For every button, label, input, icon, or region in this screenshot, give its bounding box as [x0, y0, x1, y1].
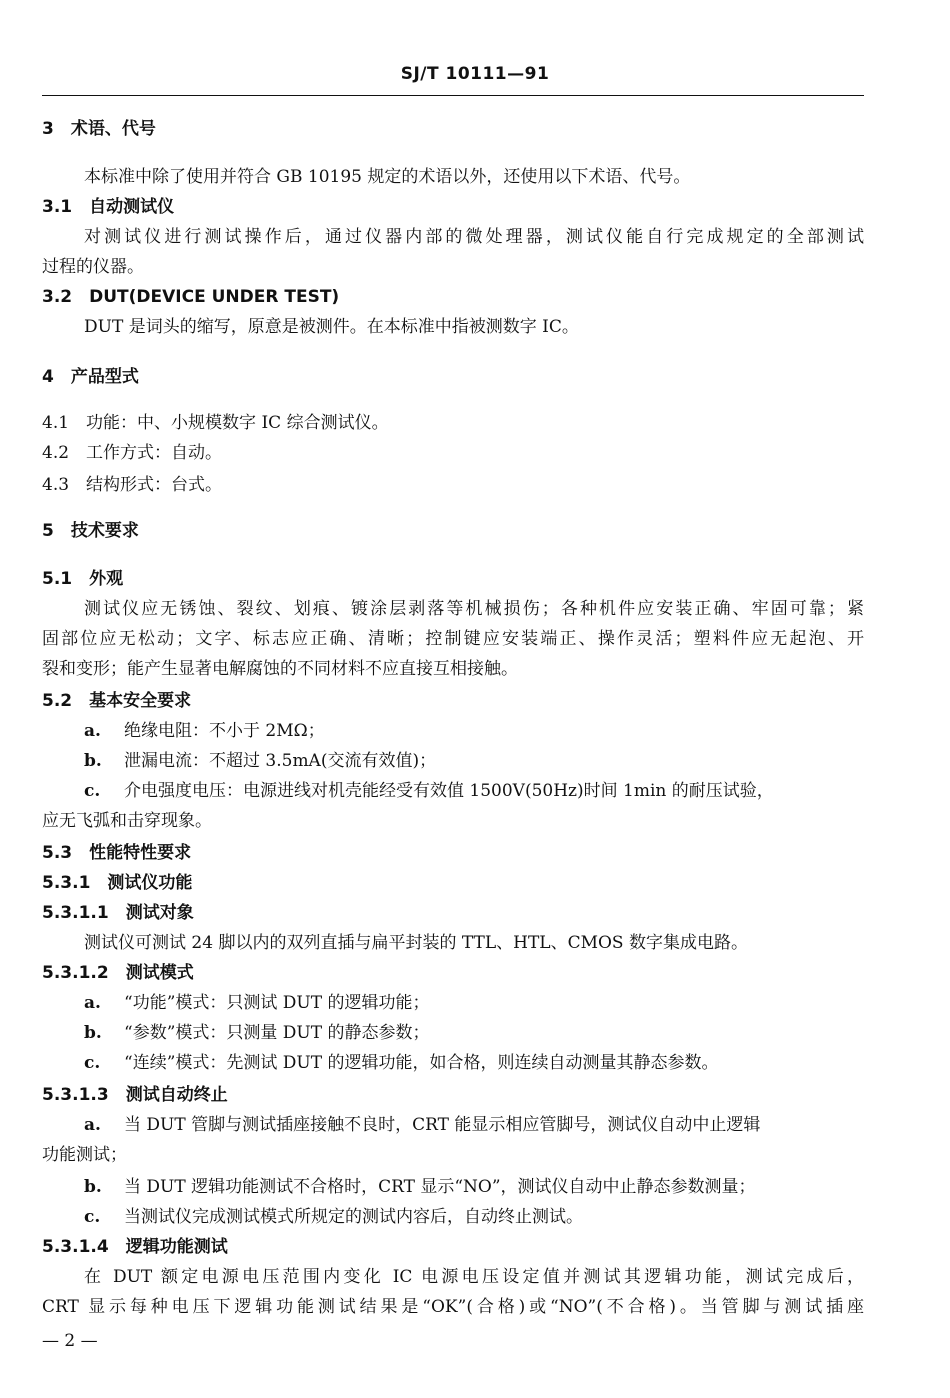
section-5-1-title: 5.1 外观: [42, 569, 124, 589]
page-number: — 2 —: [42, 1331, 98, 1351]
item-text: 绝缘电阻：不小于 2MΩ；: [124, 721, 325, 741]
section-5-title: 5 技术要求: [42, 521, 139, 541]
header-rule: [42, 95, 864, 96]
item-text: “功能”模式：只测试 DUT 的逻辑功能；: [124, 993, 430, 1013]
section-5-2-item-c: [84, 780, 864, 802]
section-5-3-1-4-title: 5.3.1.4 逻辑功能测试: [42, 1237, 228, 1257]
item-letter: c.: [84, 781, 101, 801]
item-letter: a.: [84, 1115, 101, 1135]
item-letter: b.: [84, 1177, 102, 1197]
section-5-2-item-b: [84, 750, 436, 772]
item-letter: a.: [84, 993, 101, 1013]
section-3-1-body-line-2: 过程的仪器。: [42, 257, 144, 277]
section-3-2-body: DUT 是词头的缩写，原意是被测件。在本标准中指被测数字 IC。: [84, 317, 579, 337]
item-letter: c.: [84, 1053, 101, 1073]
item-text: 当 DUT 逻辑功能测试不合格时，CRT 显示“NO”，测试仪自动中止静态参数测量；: [124, 1177, 756, 1197]
section-5-3-1-4-body-line-2: CRT 显示每种电压下逻辑功能测试结果是“OK”(合格)或“NO”(不合格)。当管脚与测试插座: [42, 1297, 864, 1317]
item-letter: b.: [84, 1023, 102, 1043]
item-text: 泄漏电流：不超过 3.5mA(交流有效值)；: [124, 751, 437, 771]
section-3-title: 3 术语、代号: [42, 119, 156, 139]
section-3-2-title: 3.2 DUT(DEVICE UNDER TEST): [42, 287, 340, 307]
section-3-1-title: 3.1 自动测试仪: [42, 197, 175, 217]
section-5-3-1-2-title: 5.3.1.2 测试模式: [42, 963, 194, 983]
section-5-3-1-4-body-line-1: 在 DUT 额定电源电压范围内变化 IC 电源电压设定值并测试其逻辑功能，测试完成后，: [84, 1267, 864, 1287]
section-4-3: 4.3 结构形式：台式。: [42, 475, 223, 495]
section-3-1-body-line-1: 对测试仪进行测试操作后，通过仪器内部的微处理器，测试仪能自行完成规定的全部测试: [84, 227, 864, 247]
item-text: 介电强度电压：电源进线对机壳能经受有效值 1500V(50Hz)时间 1min 的耐压试验，: [124, 781, 774, 801]
section-5-1-body-line-2: 固部位应无松动；文字、标志应正确、清晰；控制键应安装端正、操作灵活；塑料件应无起泡、开: [42, 629, 864, 649]
section-5-1-body-line-3: 裂和变形；能产生显著电解腐蚀的不同材料不应直接互相接触。: [42, 659, 518, 679]
item-text: 当测试仪完成测试模式所规定的测试内容后，自动终止测试。: [124, 1207, 583, 1227]
section-5-3-1-title: 5.3.1 测试仪功能: [42, 873, 193, 893]
item-letter: c.: [84, 1207, 101, 1227]
section-4-1: 4.1 功能：中、小规模数字 IC 综合测试仪。: [42, 413, 389, 433]
section-5-2-item-c-cont: 应无飞弧和击穿现象。: [42, 811, 212, 831]
section-3-intro: 本标准中除了使用并符合 GB 10195 规定的术语以外，还使用以下术语、代号。: [84, 167, 691, 187]
section-5-3-1-3-title: 5.3.1.3 测试自动终止: [42, 1085, 228, 1105]
section-4-2: 4.2 工作方式：自动。: [42, 443, 223, 463]
section-5-3-1-3-item-b: [84, 1176, 756, 1198]
section-5-3-1-2-item-a: [84, 992, 430, 1014]
section-5-1-body-line-1: 测试仪应无锈蚀、裂纹、划痕、镀涂层剥落等机械损伤；各种机件应安装正确、牢固可靠；紧: [84, 599, 864, 619]
section-5-3-1-3-item-a: [84, 1114, 864, 1136]
section-5-3-1-1-title: 5.3.1.1 测试对象: [42, 903, 194, 923]
section-5-3-1-3-item-a-cont: 功能测试；: [42, 1145, 127, 1165]
section-5-2-title: 5.2 基本安全要求: [42, 691, 192, 711]
section-5-3-title: 5.3 性能特性要求: [42, 843, 192, 863]
item-text: 当 DUT 管脚与测试插座接触不良时，CRT 能显示相应管脚号，测试仪自动中止逻辑: [124, 1115, 761, 1135]
section-5-3-1-1-body: 测试仪可测试 24 脚以内的双列直插与扁平封装的 TTL、HTL、CMOS 数字集成电路。: [84, 933, 748, 953]
section-5-2-item-a: [84, 720, 325, 742]
section-5-3-1-2-item-c: [84, 1052, 718, 1074]
section-5-3-1-3-item-c: [84, 1206, 583, 1228]
section-5-3-1-2-item-b: [84, 1022, 430, 1044]
item-letter: b.: [84, 751, 102, 771]
section-4-title: 4 产品型式: [42, 367, 139, 387]
standard-code-header: SJ/T 10111—91: [400, 64, 550, 84]
item-letter: a.: [84, 721, 101, 741]
item-text: “参数”模式：只测量 DUT 的静态参数；: [124, 1023, 430, 1043]
item-text: “连续”模式：先测试 DUT 的逻辑功能，如合格，则连续自动测量其静态参数。: [124, 1053, 719, 1073]
